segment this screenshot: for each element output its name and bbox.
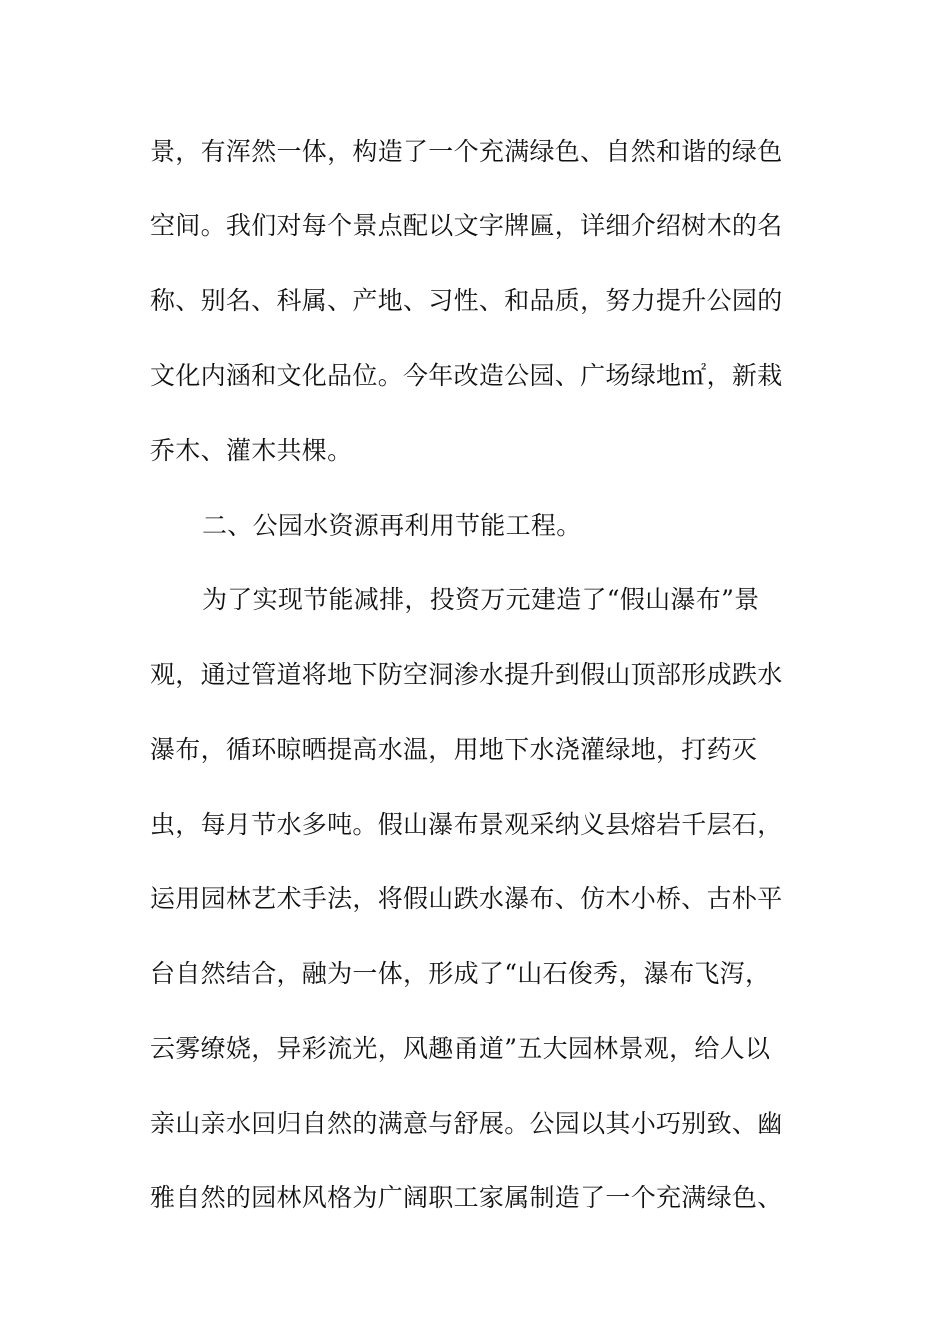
- paragraph-line: 运用园林艺术手法，将假山跌水瀑布、仿木小桥、古朴平: [150, 884, 783, 913]
- section-heading: 二、公园水资源再利用节能工程。: [202, 511, 582, 540]
- paragraph-line: 乔木、灌木共棵。: [150, 436, 353, 465]
- paragraph-line: 文化内涵和文化品位。今年改造公园、广场绿地㎡，新栽: [150, 361, 783, 390]
- paragraph-line: 亲山亲水回归自然的满意与舒展。公园以其小巧别致、幽: [150, 1109, 783, 1138]
- paragraph-line: 称、别名、科属、产地、习性、和品质，努力提升公园的: [150, 286, 783, 315]
- paragraph-line: 瀑布，循环晾晒提高水温，用地下水浇灌绿地，打药灭: [150, 735, 758, 764]
- paragraph-line: 雅自然的园林风格为广阔职工家属制造了一个充满绿色、: [150, 1183, 783, 1212]
- paragraph-line: 云雾缭娆，异彩流光，风趣甬道”五大园林景观，给人以: [150, 1034, 771, 1063]
- paragraph-line: 虫，每月节水多吨。假山瀑布景观采纳义县熔岩千层石，: [150, 810, 783, 839]
- paragraph-line: 台自然结合，融为一体，形成了“山石俊秀，瀑布飞泻，: [150, 959, 771, 988]
- paragraph-line: 空间。我们对每个景点配以文字牌匾，详细介绍树木的名: [150, 211, 783, 240]
- paragraph-line: 景，有浑然一体，构造了一个充满绿色、自然和谐的绿色: [150, 137, 783, 166]
- paragraph-line: 为了实现节能减排，投资万元建造了“假山瀑布”景: [202, 585, 760, 614]
- paragraph-line: 观，通过管道将地下防空洞渗水提升到假山顶部形成跌水: [150, 660, 783, 689]
